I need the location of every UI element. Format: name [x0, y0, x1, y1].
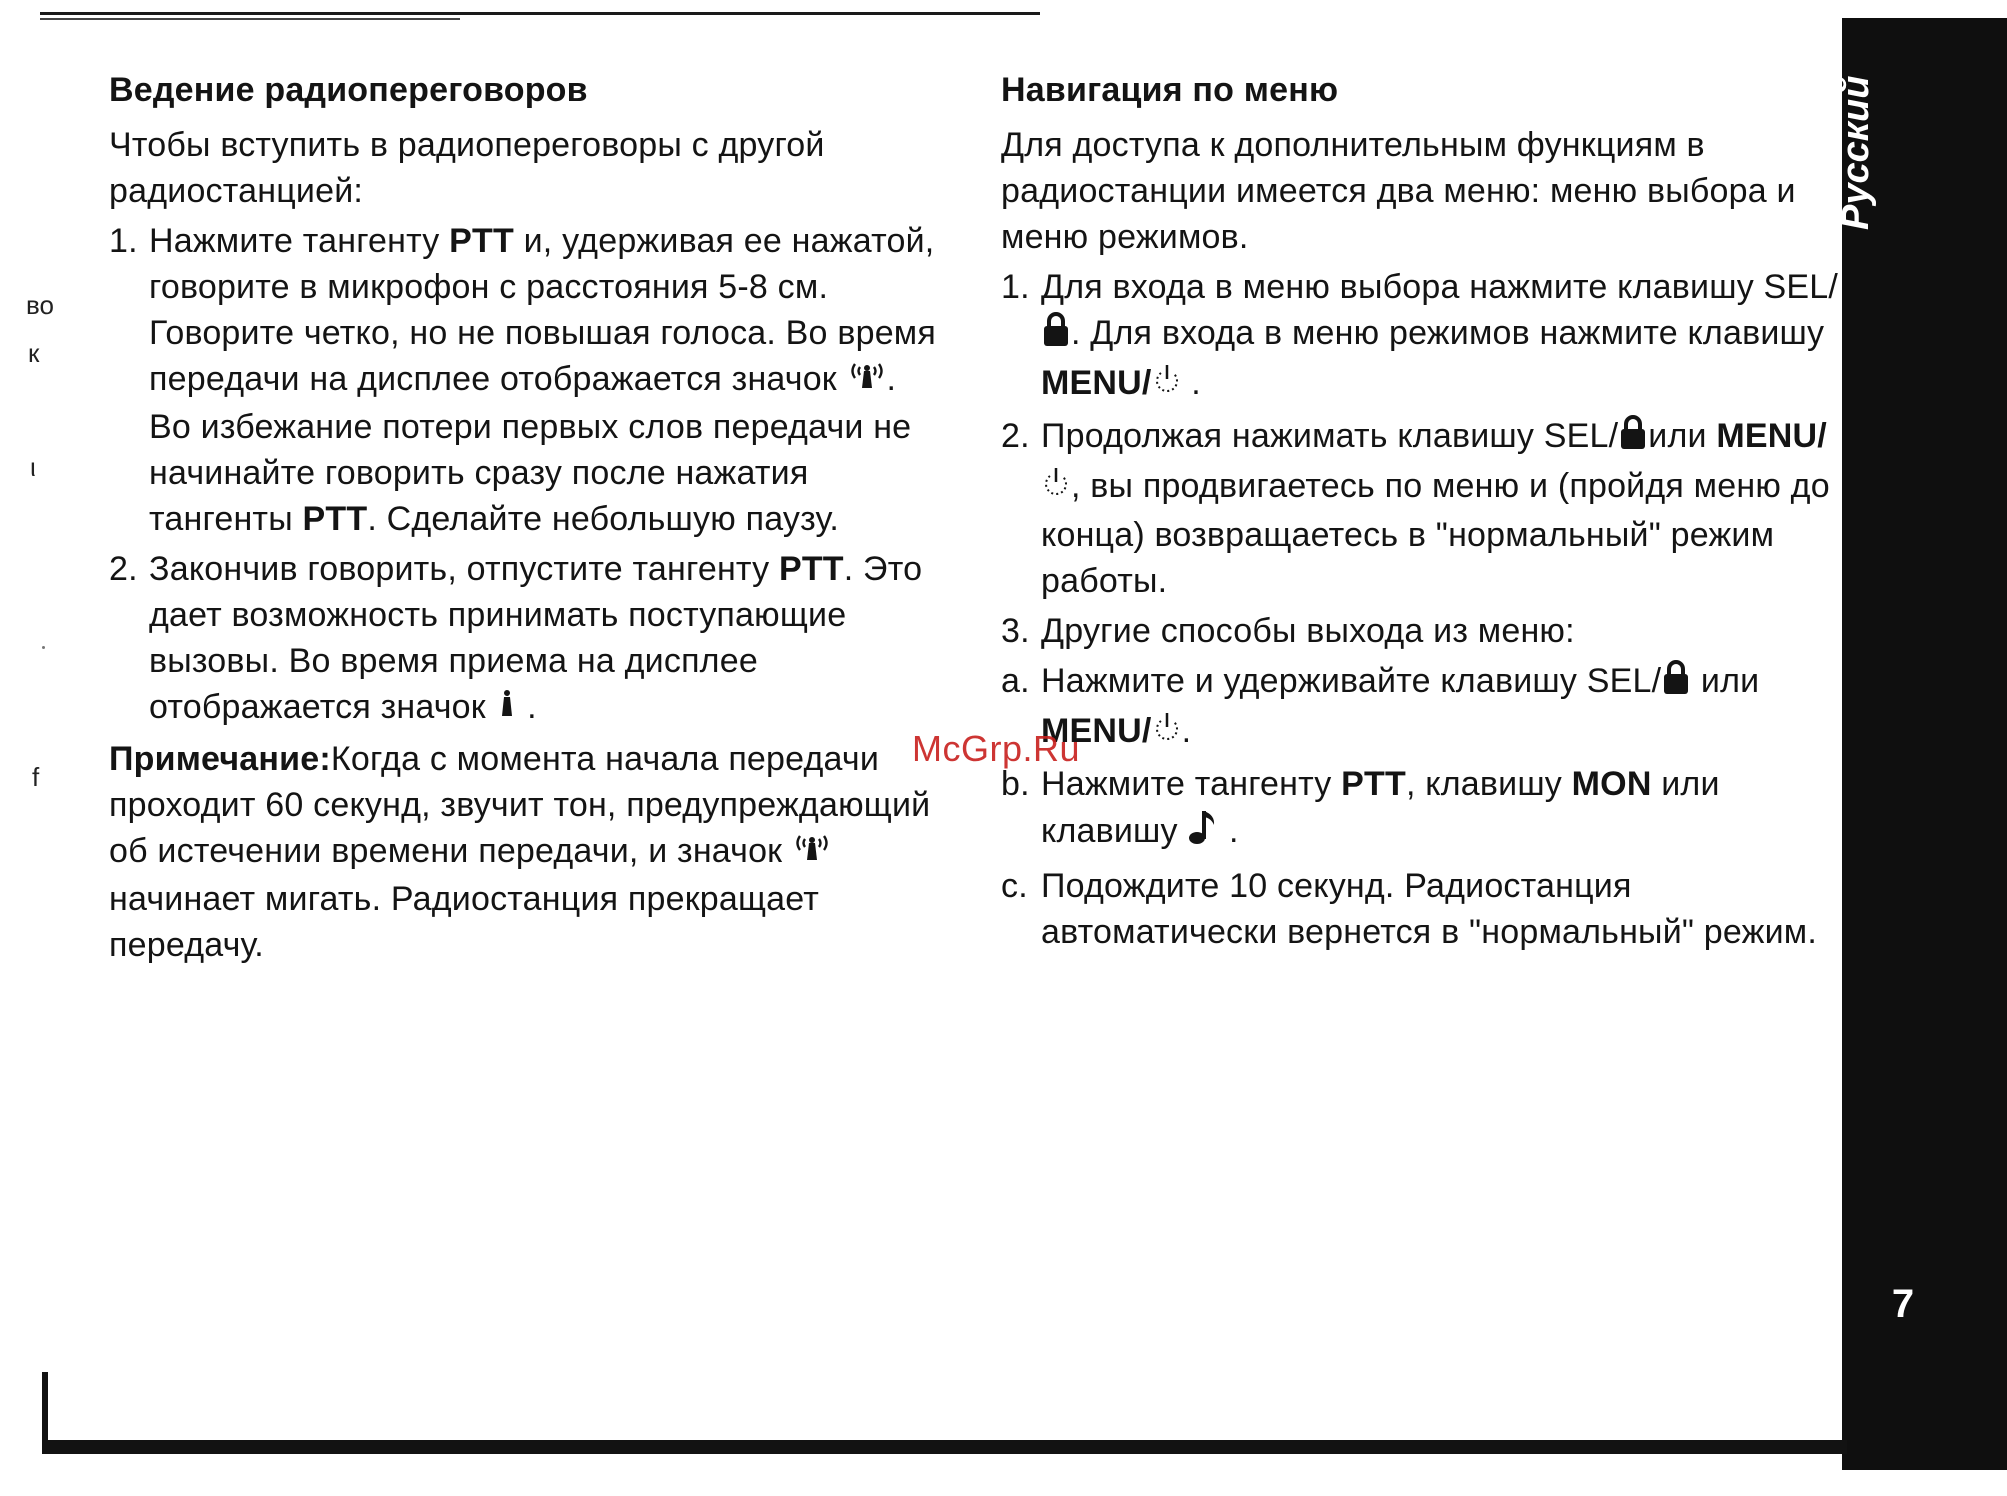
page-number: 7 — [1891, 1282, 1915, 1326]
ptt-label: PTT — [1341, 765, 1406, 804]
text-run: Продолжая нажимать клавишу SEL/ — [1041, 417, 1619, 456]
section-heading-radio-talk: Ведение радиопереговоров — [109, 71, 588, 109]
note-paragraph — [109, 736, 939, 968]
item-number: 2. — [109, 550, 138, 589]
receive-icon — [496, 686, 518, 732]
list-item — [1001, 863, 1841, 955]
text-run: Закончив говорить, отпустите тангенту — [149, 550, 779, 589]
text-run: Для входа в меню выбора нажмите клавишу SEL/ — [1041, 268, 1839, 306]
text-run: , вы продвигаетесь по меню и (пройдя меню до конца) возвращаетесь в "нормальный" режим работы. — [1041, 467, 1830, 601]
text-run: . Во избежание потери первых слов передачи не начинайте говорить сразу после нажатия тангенты — [149, 360, 912, 539]
text-run: или — [1648, 417, 1717, 456]
top-rule-thin — [40, 18, 460, 20]
bottom-stub — [42, 1372, 48, 1448]
lock-icon — [1661, 658, 1691, 708]
item-letter: a. — [1001, 662, 1030, 701]
text-run: начинает мигать. Радиостанция прекращает передачу. — [109, 880, 820, 965]
language-sidebar — [1842, 18, 2007, 1470]
left-column — [109, 66, 939, 968]
mon-label: MON — [1571, 765, 1652, 804]
text-run: . — [1181, 364, 1201, 403]
margin-fragment: к — [28, 338, 40, 368]
music-note-icon — [1187, 807, 1219, 859]
list-item — [109, 546, 939, 732]
list-item — [1001, 413, 1841, 604]
text-run: . — [517, 688, 537, 727]
lock-icon — [1041, 310, 1071, 360]
right-intro: Для доступа к дополнительным функциям в радиостанции имеется два меню: меню выбора и меню режимов. — [1001, 126, 1796, 256]
item-number: 2. — [1001, 417, 1030, 456]
margin-fragment: ι — [30, 452, 36, 482]
text-run: Другие способы выхода из меню: — [1041, 612, 1575, 651]
watermark: McGrp.Ru — [912, 728, 1081, 769]
list-item — [1001, 658, 1841, 757]
lock-icon — [1618, 413, 1648, 463]
menu-label: MENU/ — [1041, 364, 1152, 403]
text-run: . — [1219, 812, 1239, 851]
menu-label: MENU/ — [1716, 417, 1827, 456]
bottom-rule — [42, 1440, 1847, 1454]
item-letter: c. — [1001, 867, 1028, 906]
list-item — [109, 218, 939, 542]
scan-speck — [42, 646, 45, 649]
margin-fragment: f — [32, 762, 40, 792]
ptt-label: PTT — [302, 500, 368, 539]
text-run: и, удерживая ее нажатой, говорите в микрофон с расстояния 5-8 см. Говорите четко, но не повышая голоса. Во время передачи на дисплее отображается значок — [149, 222, 936, 398]
list-item — [1001, 761, 1841, 859]
text-run: Когда с момента начала передачи проходит 60 секунд, звучит тон, предупреждающий об истечении времени передачи, и значок — [109, 740, 931, 871]
right-column — [1001, 66, 1841, 959]
text-run: Подождите 10 секунд. Радиостанция автоматически вернется в "нормальный" режим. — [1041, 867, 1817, 952]
list-item — [1001, 264, 1841, 409]
item-letter: b. — [1001, 765, 1030, 804]
text-run: , клавишу — [1405, 765, 1572, 804]
language-label: Русский — [1835, 75, 1877, 230]
text-run: . Сделайте небольшую паузу. — [367, 500, 839, 539]
text-run: Нажмите тангенту — [1041, 765, 1342, 804]
list-item — [1001, 608, 1841, 654]
note-label: Примечание: — [109, 740, 331, 779]
transmit-antenna-icon — [792, 830, 832, 876]
power-icon — [1041, 464, 1071, 512]
item-number: 3. — [1001, 612, 1030, 651]
power-icon — [1152, 709, 1182, 757]
text-run: или — [1691, 662, 1760, 701]
text-run: . Это дает возможность принимать поступающие вызовы. Во время приема на дисплее отображается значок — [149, 550, 923, 727]
text-run: Нажмите и удерживайте клавишу SEL/ — [1041, 662, 1662, 701]
margin-fragment: во — [26, 290, 54, 320]
section-heading-menu-navigation: Навигация по меню — [1001, 71, 1339, 109]
text-run: Нажмите тангенту — [149, 222, 450, 260]
ptt-label: PTT — [778, 550, 844, 589]
power-icon — [1152, 361, 1182, 409]
item-number: 1. — [109, 222, 138, 260]
text-run: . — [1181, 712, 1192, 751]
menu-label: MENU/ — [1041, 712, 1152, 751]
item-number: 1. — [1001, 268, 1030, 306]
ptt-label: PTT — [449, 222, 514, 260]
left-intro: Чтобы вступить в радиопереговоры с другой радиостанцией: — [109, 126, 825, 210]
text-run: или клавишу — [1041, 765, 1720, 851]
transmit-antenna-icon — [847, 358, 887, 404]
text-run: . Для входа в меню режимов нажмите клавишу — [1071, 314, 1825, 352]
top-rule — [40, 12, 1040, 15]
